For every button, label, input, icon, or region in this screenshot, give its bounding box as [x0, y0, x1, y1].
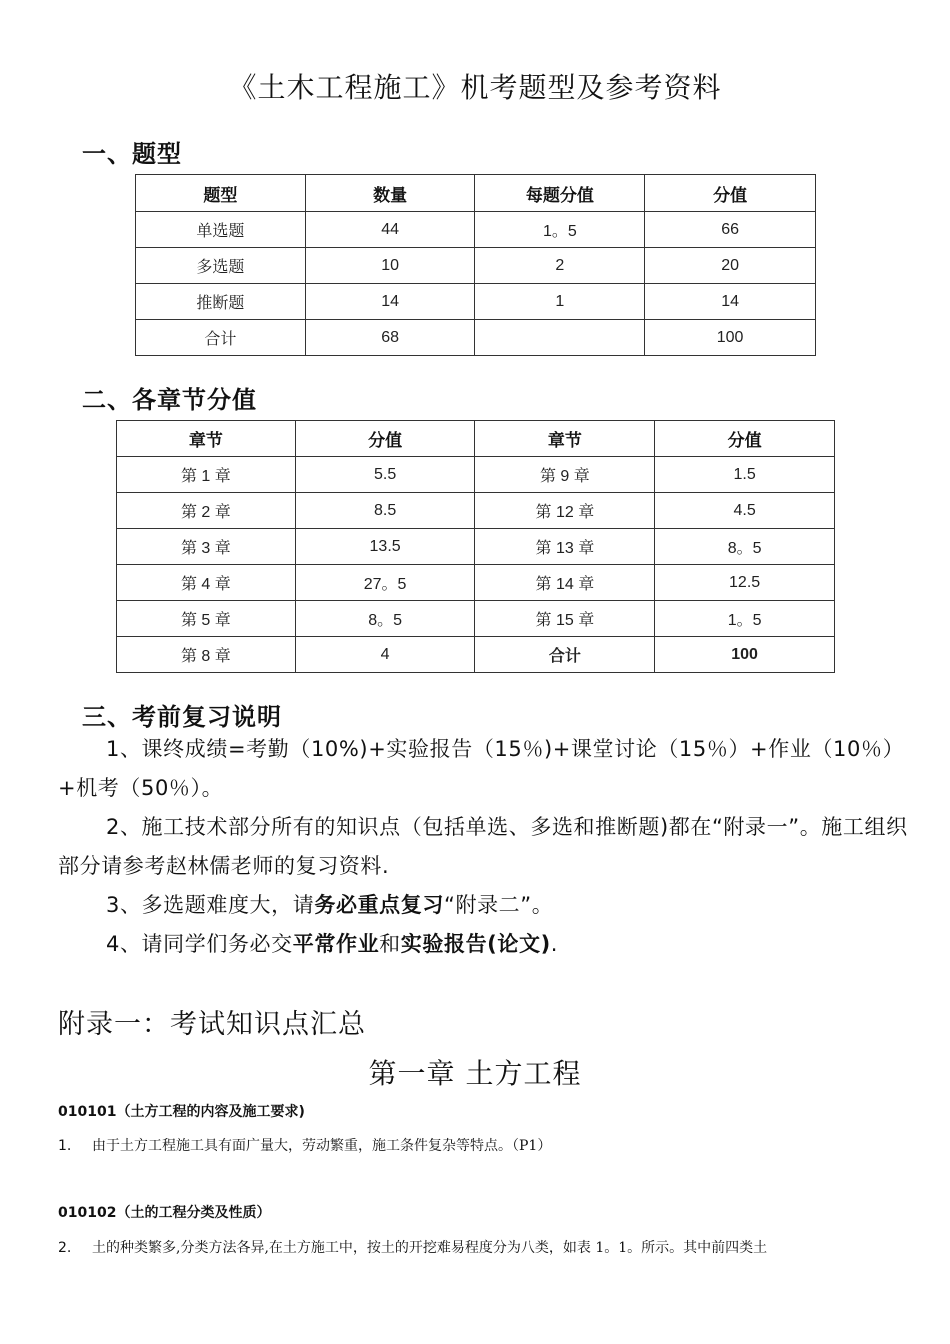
review-note-4-tail: . [550, 932, 559, 956]
table-header-cell: 章节 [475, 421, 655, 457]
knowledge-point-item [58, 1237, 928, 1257]
table-cell: 44 [305, 212, 475, 248]
table-row [117, 493, 835, 529]
question-types-table [135, 174, 816, 356]
review-note-1 [58, 730, 918, 808]
table-cell: 1.5 [655, 457, 835, 493]
table-cell: 第 4 章 [117, 565, 296, 601]
table-cell: 5.5 [295, 457, 475, 493]
table-cell: 12.5 [655, 565, 835, 601]
table-cell: 8.5 [295, 493, 475, 529]
table-header-cell: 章节 [117, 421, 296, 457]
table-cell: 第 5 章 [117, 601, 296, 637]
knowledge-point-code: 010101（土方工程的内容及施工要求) [58, 1104, 305, 1120]
table-cell: 多选题 [136, 248, 306, 284]
table-cell: 8。5 [295, 601, 475, 637]
table-cell: 27。5 [295, 565, 475, 601]
review-note-1-text: 1、课终成绩=考勤（10%)+实验报告（15％)+课堂讨论（15％）+作业（10％）+机考（50％）。 [58, 737, 905, 800]
table-cell: 4 [295, 637, 475, 673]
review-note-4-text: 4、请同学们务必交 [106, 932, 293, 956]
table-row [117, 565, 835, 601]
table-row [136, 212, 816, 248]
review-note-3-text: 3、多选题难度大，请 [106, 893, 315, 917]
review-note-2-text: 2、施工技术部分所有的知识点（包括单选、多选和推断题)都在“附录一”。施工组织部分请参考赵林儒老师的复习资料. [58, 815, 908, 878]
chapter-title: 第一章 土方工程 [368, 1057, 582, 1090]
table-cell: 1 [475, 284, 645, 320]
table-cell: 第 15 章 [475, 601, 655, 637]
table-cell: 66 [645, 212, 816, 248]
review-note-3-tail: “附录二”。 [443, 893, 554, 917]
table-cell: 第 1 章 [117, 457, 296, 493]
table-cell: 第 14 章 [475, 565, 655, 601]
table-cell: 1。5 [475, 212, 645, 248]
knowledge-point-code: 010102（土的工程分类及性质） [58, 1205, 271, 1221]
item-number: 1. [58, 1138, 72, 1154]
chapter-scores-table [116, 420, 835, 673]
table-cell: 第 3 章 [117, 529, 296, 565]
table-cell: 合计 [136, 320, 306, 356]
table-row [117, 457, 835, 493]
section-heading-question-types: 一、题型 [82, 140, 182, 168]
table-cell: 推断题 [136, 284, 306, 320]
review-note-3 [58, 886, 918, 925]
review-note-4 [58, 925, 918, 964]
table-header-row [117, 421, 835, 457]
table-cell: 2 [475, 248, 645, 284]
table-cell: 8。5 [655, 529, 835, 565]
appendix-heading: 附录一：考试知识点汇总 [58, 1009, 366, 1040]
table-cell: 10 [305, 248, 475, 284]
table-row [136, 248, 816, 284]
table-header-cell: 每题分值 [475, 175, 645, 212]
table-cell: 13.5 [295, 529, 475, 565]
table-row [136, 320, 816, 356]
table-cell: 68 [305, 320, 475, 356]
table-row [117, 637, 835, 673]
review-note-4-connector: 和 [379, 932, 401, 956]
table-cell: 4.5 [655, 493, 835, 529]
table-cell [475, 320, 645, 356]
item-text: 土的种类繁多,分类方法各异,在土方施工中，按土的开挖难易程度分为八类，如表 1。1。所示。其中前四类土 [92, 1240, 768, 1256]
table-cell: 第 8 章 [117, 637, 296, 673]
item-number: 2. [58, 1240, 72, 1256]
table-row [117, 529, 835, 565]
table-header-cell: 题型 [136, 175, 306, 212]
table-header-row [136, 175, 816, 212]
table-cell: 14 [645, 284, 816, 320]
table-cell: 第 9 章 [475, 457, 655, 493]
table-cell: 第 13 章 [475, 529, 655, 565]
table-row [117, 601, 835, 637]
review-note-2 [58, 808, 918, 886]
section-heading-review-notes: 三、考前复习说明 [82, 703, 282, 731]
table-row [136, 284, 816, 320]
knowledge-point-item [58, 1135, 928, 1155]
document-title: 《土木工程施工》机考题型及参考资料 [228, 71, 722, 104]
review-note-4-emphasis-homework: 平常作业 [292, 932, 380, 956]
table-cell: 1。5 [655, 601, 835, 637]
table-header-cell: 分值 [645, 175, 816, 212]
table-cell: 20 [645, 248, 816, 284]
table-cell: 第 2 章 [117, 493, 296, 529]
table-total-value: 100 [655, 637, 835, 673]
table-header-cell: 数量 [305, 175, 475, 212]
table-header-cell: 分值 [655, 421, 835, 457]
table-header-cell: 分值 [295, 421, 475, 457]
review-note-3-emphasis: 务必重点复习 [314, 893, 444, 917]
table-cell: 单选题 [136, 212, 306, 248]
table-cell: 第 12 章 [475, 493, 655, 529]
review-note-4-emphasis-report: 实验报告(论文) [400, 932, 551, 956]
table-total-label: 合计 [475, 637, 655, 673]
table-cell: 100 [645, 320, 816, 356]
table-cell: 14 [305, 284, 475, 320]
section-heading-chapter-scores: 二、各章节分值 [82, 386, 257, 414]
item-text: 由于土方工程施工具有面广量大，劳动繁重，施工条件复杂等特点。（P1） [92, 1138, 552, 1154]
